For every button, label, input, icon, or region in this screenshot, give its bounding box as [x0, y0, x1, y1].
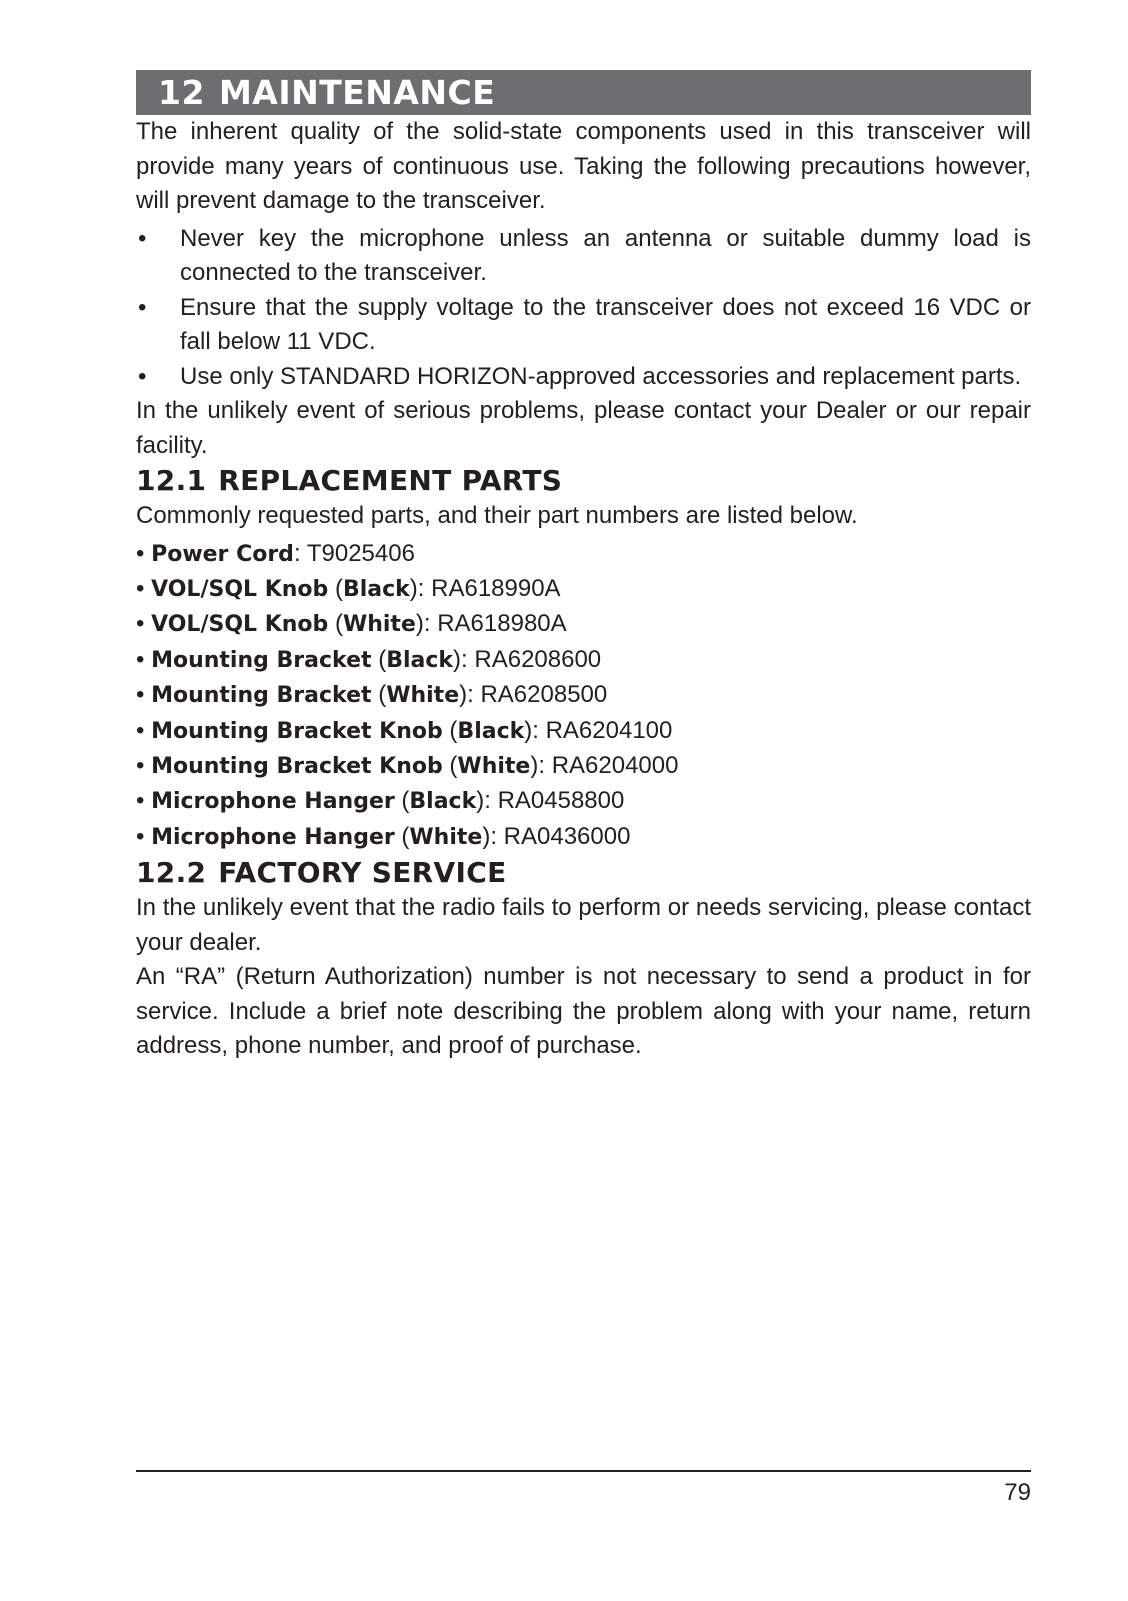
parts-list [136, 537, 1031, 856]
part-number: RA6204100 [545, 716, 673, 744]
list-item [136, 291, 1031, 360]
part-number: RA618980A [437, 610, 567, 638]
page-number: 79 [1004, 1479, 1031, 1506]
part-variant: White [386, 683, 460, 709]
part-item: • Microphone Hanger (White): RA0436000 [136, 822, 631, 850]
footer-rule [136, 1470, 1031, 1472]
part-item: • Mounting Bracket (Black): RA6208600 [136, 645, 602, 673]
part-variant: Black [409, 789, 477, 815]
part-item: • Microphone Hanger (Black): RA0458800 [136, 787, 625, 815]
part-variant: White [457, 753, 531, 779]
service-paragraph: An “RA” (Return Authorization) number is not necessary to send a product in for service. Include a brief note describing the problem along with your name, return address, phone number, and proof of purchase. [136, 963, 1031, 1060]
part-variant: Black [457, 718, 525, 744]
part-name: Microphone Hanger [151, 824, 395, 850]
page-content [136, 70, 1031, 1064]
part-name: Mounting Bracket [151, 647, 372, 673]
bullet-icon: • [138, 362, 147, 390]
part-variant: White [409, 824, 483, 850]
part-item: • Power Cord: T9025406 [136, 539, 415, 567]
part-name: Mounting Bracket Knob [151, 718, 443, 744]
chapter-heading [136, 70, 1031, 115]
part-name: Mounting Bracket [151, 683, 372, 709]
part-item: • Mounting Bracket Knob (White): RA6204000 [136, 751, 679, 779]
list-item [136, 222, 1031, 291]
precaution-text: Use only STANDARD HORIZON-approved accessories and replacement parts. [180, 362, 1022, 390]
part-number: RA618990A [431, 574, 561, 602]
bullet-icon: • [138, 224, 147, 252]
part-number: RA0458800 [497, 787, 625, 815]
part-name: Mounting Bracket Knob [151, 753, 443, 779]
part-number: RA6208500 [480, 681, 608, 709]
intro-paragraph: The inherent quality of the solid-state components used in this transceiver will provide many years of continuous use. Taking the following precautions however, will prevent damage to the transceiver. [136, 118, 1031, 214]
part-number: RA6208600 [474, 645, 602, 673]
chapter-number: 12 [158, 73, 205, 112]
part-number: T9025406 [306, 539, 415, 567]
part-name: Power Cord [151, 541, 294, 567]
precaution-text: Ensure that the supply voltage to the transceiver does not exceed 16 VDC or fall below 11 VDC. [180, 293, 1031, 355]
part-item: • Mounting Bracket (White): RA6208500 [136, 681, 608, 709]
part-item: • VOL/SQL Knob (Black): RA618990A [136, 574, 561, 602]
part-name: VOL/SQL Knob [151, 612, 329, 638]
section-title: FACTORY SERVICE [218, 856, 507, 890]
bullet-icon: • [138, 293, 147, 321]
list-item [136, 360, 1031, 395]
part-variant: Black [386, 647, 454, 673]
chapter-title: MAINTENANCE [218, 73, 496, 112]
section-number: 12.1 [136, 464, 207, 497]
part-variant: White [342, 612, 416, 638]
parts-intro: Commonly requested parts, and their part numbers are listed below. [136, 502, 858, 529]
part-item: • VOL/SQL Knob (White): RA618980A [136, 610, 567, 638]
part-name: VOL/SQL Knob [151, 576, 329, 602]
section-heading-factory-service [136, 855, 1031, 891]
service-paragraph: In the unlikely event that the radio fails to perform or needs servicing, please contact your dealer. [136, 894, 1031, 956]
part-number: RA6204000 [551, 751, 679, 779]
part-variant: Black [342, 576, 410, 602]
part-item: • Mounting Bracket Knob (Black): RA6204100 [136, 716, 673, 744]
section-title: REPLACEMENT PARTS [218, 464, 563, 497]
precautions-list [136, 222, 1031, 395]
part-number: RA0436000 [503, 822, 631, 850]
section-heading-replacement-parts [136, 463, 1031, 499]
part-name: Microphone Hanger [151, 789, 395, 815]
precaution-text: Never key the microphone unless an antenna or suitable dummy load is connected to the transceiver. [180, 224, 1031, 286]
problems-note: In the unlikely event of serious problems, please contact your Dealer or our repair facility. [136, 397, 1031, 459]
section-number: 12.2 [136, 856, 207, 890]
